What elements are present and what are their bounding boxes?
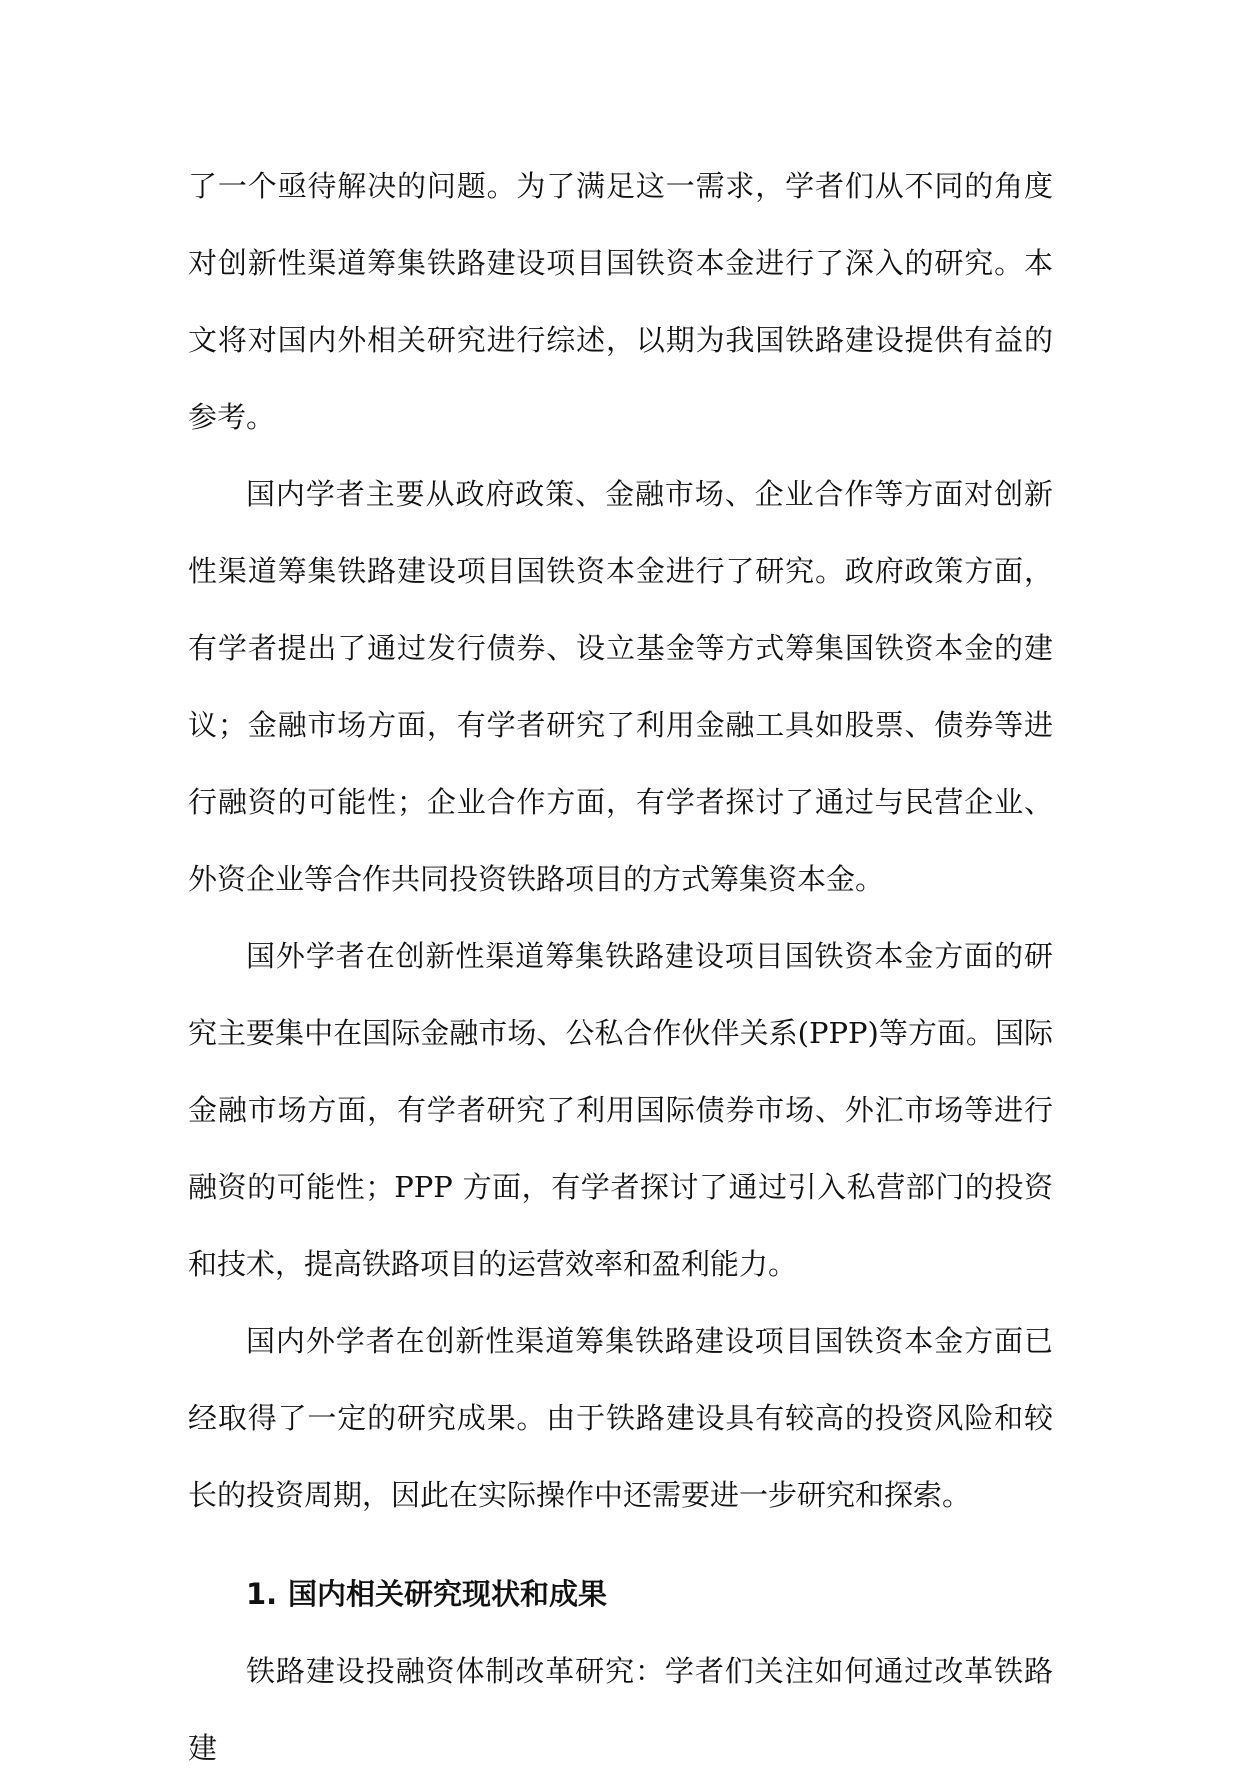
paragraph-research-summary: 国内外学者在创新性渠道筹集铁路建设项目国铁资本金方面已经取得了一定的研究成果。由于铁路建设具有较高的投资风险和较长的投资周期，因此在实际操作中还需要进一步研究和探索。 [188, 1324, 1053, 1512]
section-heading [188, 1556, 1053, 1633]
section-number: 1. [246, 1577, 278, 1611]
paragraph-foreign-research: 国外学者在创新性渠道筹集铁路建设项目国铁资本金方面的研究主要集中在国际金融市场、公私合作伙伴关系(PPP)等方面。国际金融市场方面，有学者研究了利用国际债券市场、外汇市场等进行融资的可能性；PPP 方面，有学者探讨了通过引入私营部门的投资和技术，提高铁路项目的运营效率和盈利能力。 [188, 939, 1053, 1281]
document-body [188, 148, 1053, 1787]
paragraph-intro-continued: 了一个亟待解决的问题。为了满足这一需求，学者们从不同的角度对创新性渠道筹集铁路建设项目国铁资本金进行了深入的研究。本文将对国内外相关研究进行综述，以期为我国铁路建设提供有益的参考。 [188, 169, 1053, 434]
paragraph-railway-investment-reform: 铁路建设投融资体制改革研究：学者们关注如何通过改革铁路建 [188, 1654, 1053, 1765]
paragraph-domestic-research: 国内学者主要从政府政策、金融市场、企业合作等方面对创新性渠道筹集铁路建设项目国铁资本金进行了研究。政府政策方面，有学者提出了通过发行债券、设立基金等方式筹集国铁资本金的建议；金融市场方面，有学者研究了利用金融工具如股票、债券等进行融资的可能性；企业合作方面，有学者探讨了通过与民营企业、外资企业等合作共同投资铁路项目的方式筹集资本金。 [188, 477, 1053, 896]
section-title-text: 国内相关研究现状和成果 [288, 1577, 608, 1611]
